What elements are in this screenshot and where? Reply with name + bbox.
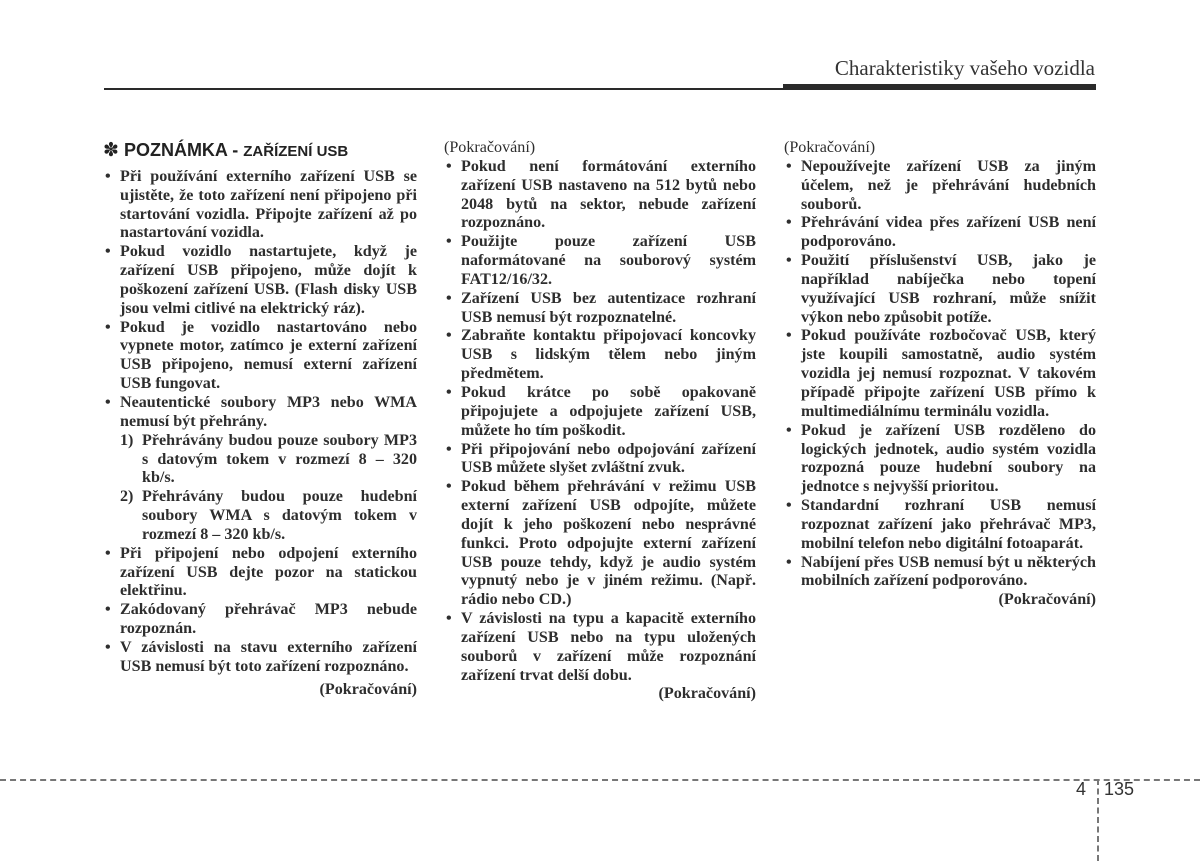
bullet-list <box>103 168 417 677</box>
list-item: • Zařízení USB bez autentizace rozhraní USB nemusí být rozpoznatelné. <box>444 290 756 328</box>
list-item: • Standardní rozhraní USB nemusí rozpoznat zařízení jako přehrávač MP3, mobilní telefon nebo digitální fotoaparát. <box>784 497 1096 554</box>
sublist-item <box>120 488 417 545</box>
footer-vertical-divider <box>1097 779 1099 861</box>
continued-label: (Pokračování) <box>319 680 417 698</box>
continued-label-top: (Pokračování) <box>444 139 536 156</box>
continued-label-top: (Pokračování) <box>784 139 876 156</box>
list-item: • Pokud vozidlo nastartujete, když je zařízení USB připojeno, může dojít k poškození zařízení USB. (Flash disky USB jsou velmi citlivé na elektrický ráz). <box>103 243 417 318</box>
list-item: • Použití příslušenství USB, jako je například nabíječka nebo topení využívající USB rozhraní, může snížit výkon nebo způsobit potíže. <box>784 252 1096 327</box>
header-rule-accent <box>783 84 1096 90</box>
list-item: • Pokud je zařízení USB rozděleno do logických jednotek, audio systém vozidla rozpozná pouze hudební soubory na jednotce s nejvyšší prioritou. <box>784 422 1096 497</box>
list-item: • Při připojování nebo odpojování zařízení USB můžete slyšet zvláštní zvuk. <box>444 441 756 479</box>
page-header-title: Charakteristiky vašeho vozidla <box>834 56 1095 80</box>
list-item: • Pokud používáte rozbočovač USB, který jste koupili samostatně, audio systém vozidla jej nemusí rozpoznat. V takovém případě připojte zařízení USB přímo k multimediálnímu terminálu vozidla. <box>784 327 1096 421</box>
list-item: • V závislosti na typu a kapacitě externího zařízení USB nebo na typu uložených souborů v zařízení může rozpoznání zařízení trvat delší dobu. <box>444 610 756 685</box>
page-number: 135 <box>1104 779 1135 799</box>
sublist-item <box>120 432 417 489</box>
column-1 <box>103 139 417 699</box>
sublist-text: Přehrávány budou pouze hudební soubory WMA s datovým tokem v rozmezí 8 – 320 kb/s. <box>142 488 417 543</box>
sublist-number: 2) <box>120 488 134 506</box>
list-item: • Neautentické soubory MP3 nebo WMA nemusí být přehrány. <box>103 394 417 432</box>
bullet-list <box>784 158 1096 591</box>
chapter-number: 4 <box>1076 779 1087 799</box>
list-item: • Pokud během přehrávání v režimu USB externí zařízení USB odpojíte, můžete dojít k jeho poškození nebo nesprávné funkci. Proto odpojujte externí zařízení USB pouze tehdy, když je audio systém vypnutý nebo je v jiném režimu. (Např. rádio nebo CD.) <box>444 478 756 610</box>
list-item: • V závislosti na stavu externího zařízení USB nemusí být toto zařízení rozpoznáno. <box>103 639 417 677</box>
bullet-list <box>444 158 756 686</box>
list-item: • Nepoužívejte zařízení USB za jiným účelem, než je přehrávání hudebních souborů. <box>784 158 1096 215</box>
column-2 <box>444 139 756 704</box>
list-item: • Zabraňte kontaktu připojovací koncovky USB s lidským tělem nebo jiným předmětem. <box>444 327 756 384</box>
list-item: • Při připojení nebo odpojení externího zařízení USB dejte pozor na statickou elektřinu. <box>103 545 417 602</box>
list-item: • Pokud není formátování externího zařízení USB nastaveno na 512 bytů nebo 2048 bytů na sektor, nebude zařízení rozpoznáno. <box>444 158 756 233</box>
continued-label: (Pokračování) <box>658 685 756 703</box>
continued-label: (Pokračování) <box>998 591 1096 609</box>
note-subtitle: ZAŘÍZENÍ USB <box>243 143 349 160</box>
note-title: POZNÁMKA - <box>123 140 244 160</box>
list-item: • Pokud je vozidlo nastartováno nebo vypnete motor, zatímco je externí zařízení USB připojeno, nemusí externí zařízení USB fungovat. <box>103 319 417 394</box>
column-3 <box>784 139 1096 610</box>
list-item-sublist <box>103 432 417 545</box>
list-item: • Přehrávání videa přes zařízení USB není podporováno. <box>784 214 1096 252</box>
note-heading <box>103 141 417 162</box>
note-star-icon: ✽ <box>103 140 119 161</box>
sublist-number: 1) <box>120 431 134 449</box>
footer-divider <box>0 779 1200 781</box>
sublist-text: Přehrávány budou pouze soubory MP3 s datovým tokem v rozmezí 8 – 320 kb/s. <box>142 431 417 487</box>
list-item: • Pokud krátce po sobě opakovaně připojujete a odpojujete zařízení USB, můžete ho tím poškodit. <box>444 384 756 441</box>
numbered-sublist <box>120 432 417 545</box>
list-item: • Nabíjení přes USB nemusí být u některých mobilních zařízení podporováno. <box>784 554 1096 592</box>
list-item: • Zakódovaný přehrávač MP3 nebude rozpoznán. <box>103 601 417 639</box>
list-item: • Při používání externího zařízení USB se ujistěte, že toto zařízení není připojeno při startování vozidla. Připojte zařízení až po nastartování vozidla. <box>103 168 417 243</box>
list-item: • Použijte pouze zařízení USB naformátované na souborový systém FAT12/16/32. <box>444 233 756 290</box>
